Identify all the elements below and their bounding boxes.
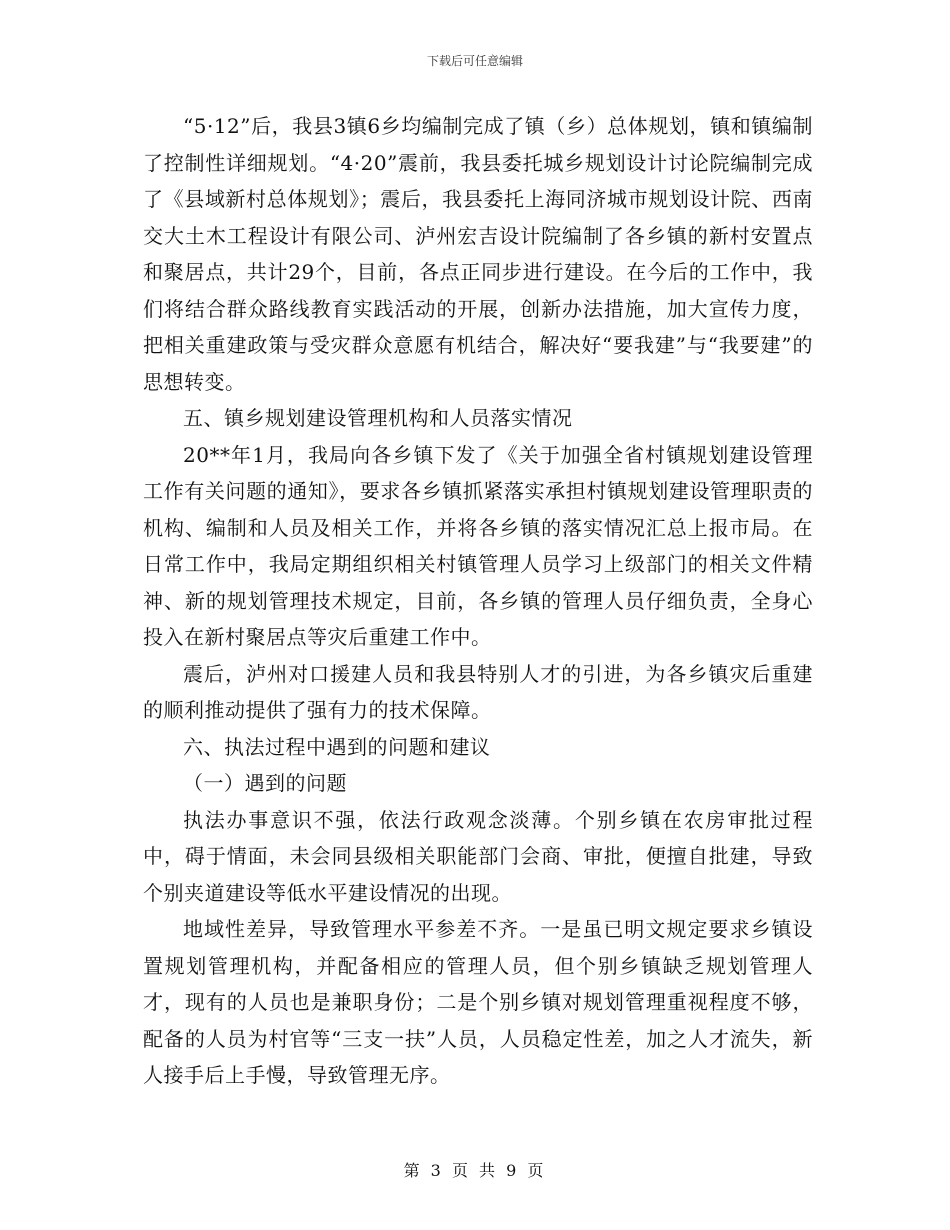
paragraph-management-notice: 20**年1月，我局向各乡镇下发了《关于加强全省村镇规划建设管理工作有关问题的通知》，要求各乡镇抓紧落实承担村镇规划建设管理职责的机构、编制和人员及相关工作，并将各乡镇的落实情况汇总上报市局。在日常工作中，我局定期组织相关村镇管理人员学习上级部门的相关文件精神、新的规划管理技术规定，目前，各乡镇的管理人员仔细负责，全身心投入在新村聚居点等灾后重建工作中。 (143, 442, 813, 649)
page-header: 下载后可任意编辑 (426, 54, 523, 68)
section-heading-six: 六、执法过程中遇到的问题和建议 (183, 734, 491, 759)
document-body (143, 108, 813, 1094)
section-heading-five: 五、镇乡规划建设管理机构和人员落实情况 (183, 406, 573, 430)
paragraph-regional-differences: 地域性差异，导致管理水平参差不齐。一是虽已明文规定要求乡镇设置规划管理机构，并配备相应的管理人员，但个别乡镇缺乏规划管理人才，现有的人员也是兼职身份；二是个别乡镇对规划管理重视程度不够，配备的人员为村官等“三支一扶”人员，人员稳定性差，加之人才流失，新人接手后上手慢，导致管理无序。 (143, 917, 813, 1087)
page-footer: 第 3 页 共 9 页 (403, 1161, 547, 1180)
subsection-heading-problems: （一）遇到的问题 (183, 771, 347, 795)
paragraph-post-quake-talent: 震后，泸州对口援建人员和我县特别人才的引进，为各乡镇灾后重建的顺利推动提供了强有力的技术保障。 (143, 661, 813, 722)
paragraph-planning-status: “5·12”后，我县3镇6乡均编制完成了镇（乡）总体规划，镇和镇编制了控制性详细规划。“4·20”震前，我县委托城乡规划设计讨论院编制完成了《县域新村总体规划》；震后，我县委托上海同济城市规划设计院、西南交大土木工程设计有限公司、泸州宏吉设计院编制了各乡镇的新村安置点和聚居点，共计29个，目前，各点正同步进行建设。在今后的工作中，我们将结合群众路线教育实践活动的开展，创新办法措施，加大宣传力度，把相关重建政策与受灾群众意愿有机结合，解决好“要我建”与“我要建”的思想转变。 (143, 114, 813, 394)
paragraph-law-awareness: 执法办事意识不强，依法行政观念淡薄。个别乡镇在农房审批过程中，碍于情面，未会同县级相关职能部门会商、审批，便擅自批建，导致个别夹道建设等低水平建设情况的出现。 (143, 807, 813, 905)
